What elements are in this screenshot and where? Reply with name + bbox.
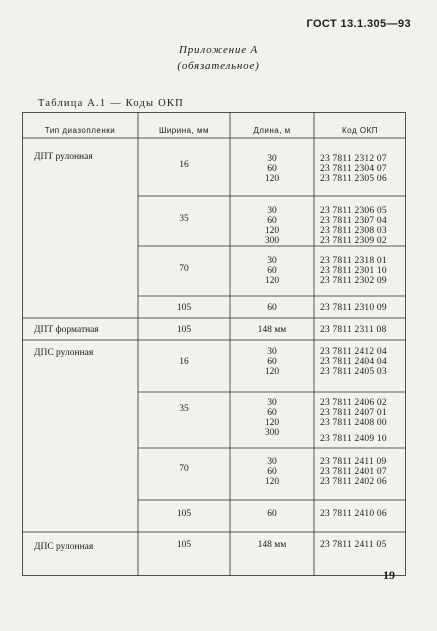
okp-code: 23 7811 2305 06 bbox=[320, 174, 387, 184]
okp-code: 23 7811 2304 07 bbox=[320, 164, 387, 174]
cell-lengths bbox=[230, 206, 314, 246]
cell-width: 105 bbox=[176, 509, 192, 519]
cell-type: ДПС рулонная bbox=[34, 348, 94, 358]
okp-code: 23 7811 2312 07 bbox=[320, 154, 387, 164]
length-value: 120 bbox=[264, 418, 280, 428]
okp-code: 23 7811 2311 08 bbox=[320, 325, 387, 335]
standard-number: ГОСТ 13.1.305—93 bbox=[306, 18, 411, 30]
okp-code: 23 7811 2318 01 bbox=[320, 256, 387, 266]
cell-type: ДПТ форматная bbox=[34, 325, 99, 335]
cell-lengths bbox=[230, 256, 314, 286]
cell-lengths bbox=[230, 457, 314, 487]
cell-length: 60 bbox=[267, 509, 277, 519]
cell-codes bbox=[320, 347, 387, 377]
cell-codes bbox=[320, 206, 387, 246]
cell-type: ДПС рулонная bbox=[34, 542, 94, 552]
cell-lengths bbox=[230, 398, 314, 438]
okp-code: 23 7811 2410 06 bbox=[320, 509, 387, 519]
cell-width: 105 bbox=[176, 303, 192, 313]
okp-code: 23 7811 2310 09 bbox=[320, 303, 387, 313]
length-value: 30 bbox=[267, 154, 277, 164]
cell-codes bbox=[320, 256, 387, 286]
cell-length: 148 мм bbox=[257, 325, 287, 335]
okp-code: 23 7811 2407 01 bbox=[320, 408, 387, 418]
cell-width: 105 bbox=[176, 325, 192, 335]
table-caption: Таблица А.1 — Коды ОКП bbox=[38, 98, 184, 109]
length-value: 30 bbox=[267, 457, 277, 467]
okp-code: 23 7811 2306 05 bbox=[320, 206, 387, 216]
header-type: Тип диазопленки bbox=[44, 126, 116, 135]
length-value: 60 bbox=[267, 216, 277, 226]
length-value: 120 bbox=[264, 477, 280, 487]
length-value: 30 bbox=[267, 256, 277, 266]
cell-width: 35 bbox=[179, 404, 189, 414]
okp-code: 23 7811 2301 10 bbox=[320, 266, 387, 276]
okp-code: 23 7811 2302 09 bbox=[320, 276, 387, 286]
length-value: 120 bbox=[264, 276, 280, 286]
header-width: Ширина, мм bbox=[158, 126, 210, 135]
length-value: 120 bbox=[264, 226, 280, 236]
length-value: 60 bbox=[267, 266, 277, 276]
cell-width: 70 bbox=[179, 464, 189, 474]
length-value: 300 bbox=[264, 428, 280, 438]
header-code: Код ОКП bbox=[342, 126, 378, 135]
appendix-subtitle: (обязательное) bbox=[177, 60, 260, 72]
cell-codes bbox=[320, 398, 387, 444]
okp-code: 23 7811 2406 02 bbox=[320, 398, 387, 408]
cell-type: ДПТ рулонная bbox=[34, 152, 93, 162]
okp-codes-table bbox=[22, 112, 406, 576]
okp-code: 23 7811 2411 05 bbox=[320, 540, 387, 550]
okp-code: 23 7811 2409 10 bbox=[320, 434, 387, 444]
appendix-title: Приложение А bbox=[179, 44, 258, 56]
cell-length: 148 мм bbox=[257, 540, 287, 550]
okp-code: 23 7811 2309 02 bbox=[320, 236, 387, 246]
length-value: 60 bbox=[267, 408, 277, 418]
okp-code: 23 7811 2405 03 bbox=[320, 367, 387, 377]
cell-width: 105 bbox=[176, 540, 192, 550]
okp-code: 23 7811 2308 03 bbox=[320, 226, 387, 236]
length-value: 60 bbox=[267, 467, 277, 477]
cell-width: 16 bbox=[179, 357, 189, 367]
header-length: Длина, м bbox=[253, 126, 291, 135]
okp-code: 23 7811 2307 04 bbox=[320, 216, 387, 226]
okp-code: 23 7811 2408 00 bbox=[320, 418, 387, 428]
length-value: 120 bbox=[264, 367, 280, 377]
length-value: 60 bbox=[267, 164, 277, 174]
okp-code: 23 7811 2412 04 bbox=[320, 347, 387, 357]
cell-length: 60 bbox=[267, 303, 277, 313]
okp-code: 23 7811 2402 06 bbox=[320, 477, 387, 487]
cell-lengths bbox=[230, 347, 314, 377]
cell-width: 35 bbox=[179, 214, 189, 224]
cell-width: 16 bbox=[179, 160, 189, 170]
length-value: 120 bbox=[264, 174, 280, 184]
length-value: 300 bbox=[264, 236, 280, 246]
length-value: 60 bbox=[267, 357, 277, 367]
length-value: 30 bbox=[267, 206, 277, 216]
cell-width: 70 bbox=[179, 264, 189, 274]
cell-codes bbox=[320, 457, 387, 487]
page-number: 19 bbox=[383, 568, 395, 582]
cell-codes bbox=[320, 154, 387, 184]
okp-code: 23 7811 2411 09 bbox=[320, 457, 387, 467]
length-value: 30 bbox=[267, 347, 277, 357]
cell-lengths bbox=[230, 154, 314, 184]
length-value: 30 bbox=[267, 398, 277, 408]
okp-code: 23 7811 2401 07 bbox=[320, 467, 387, 477]
okp-code: 23 7811 2404 04 bbox=[320, 357, 387, 367]
